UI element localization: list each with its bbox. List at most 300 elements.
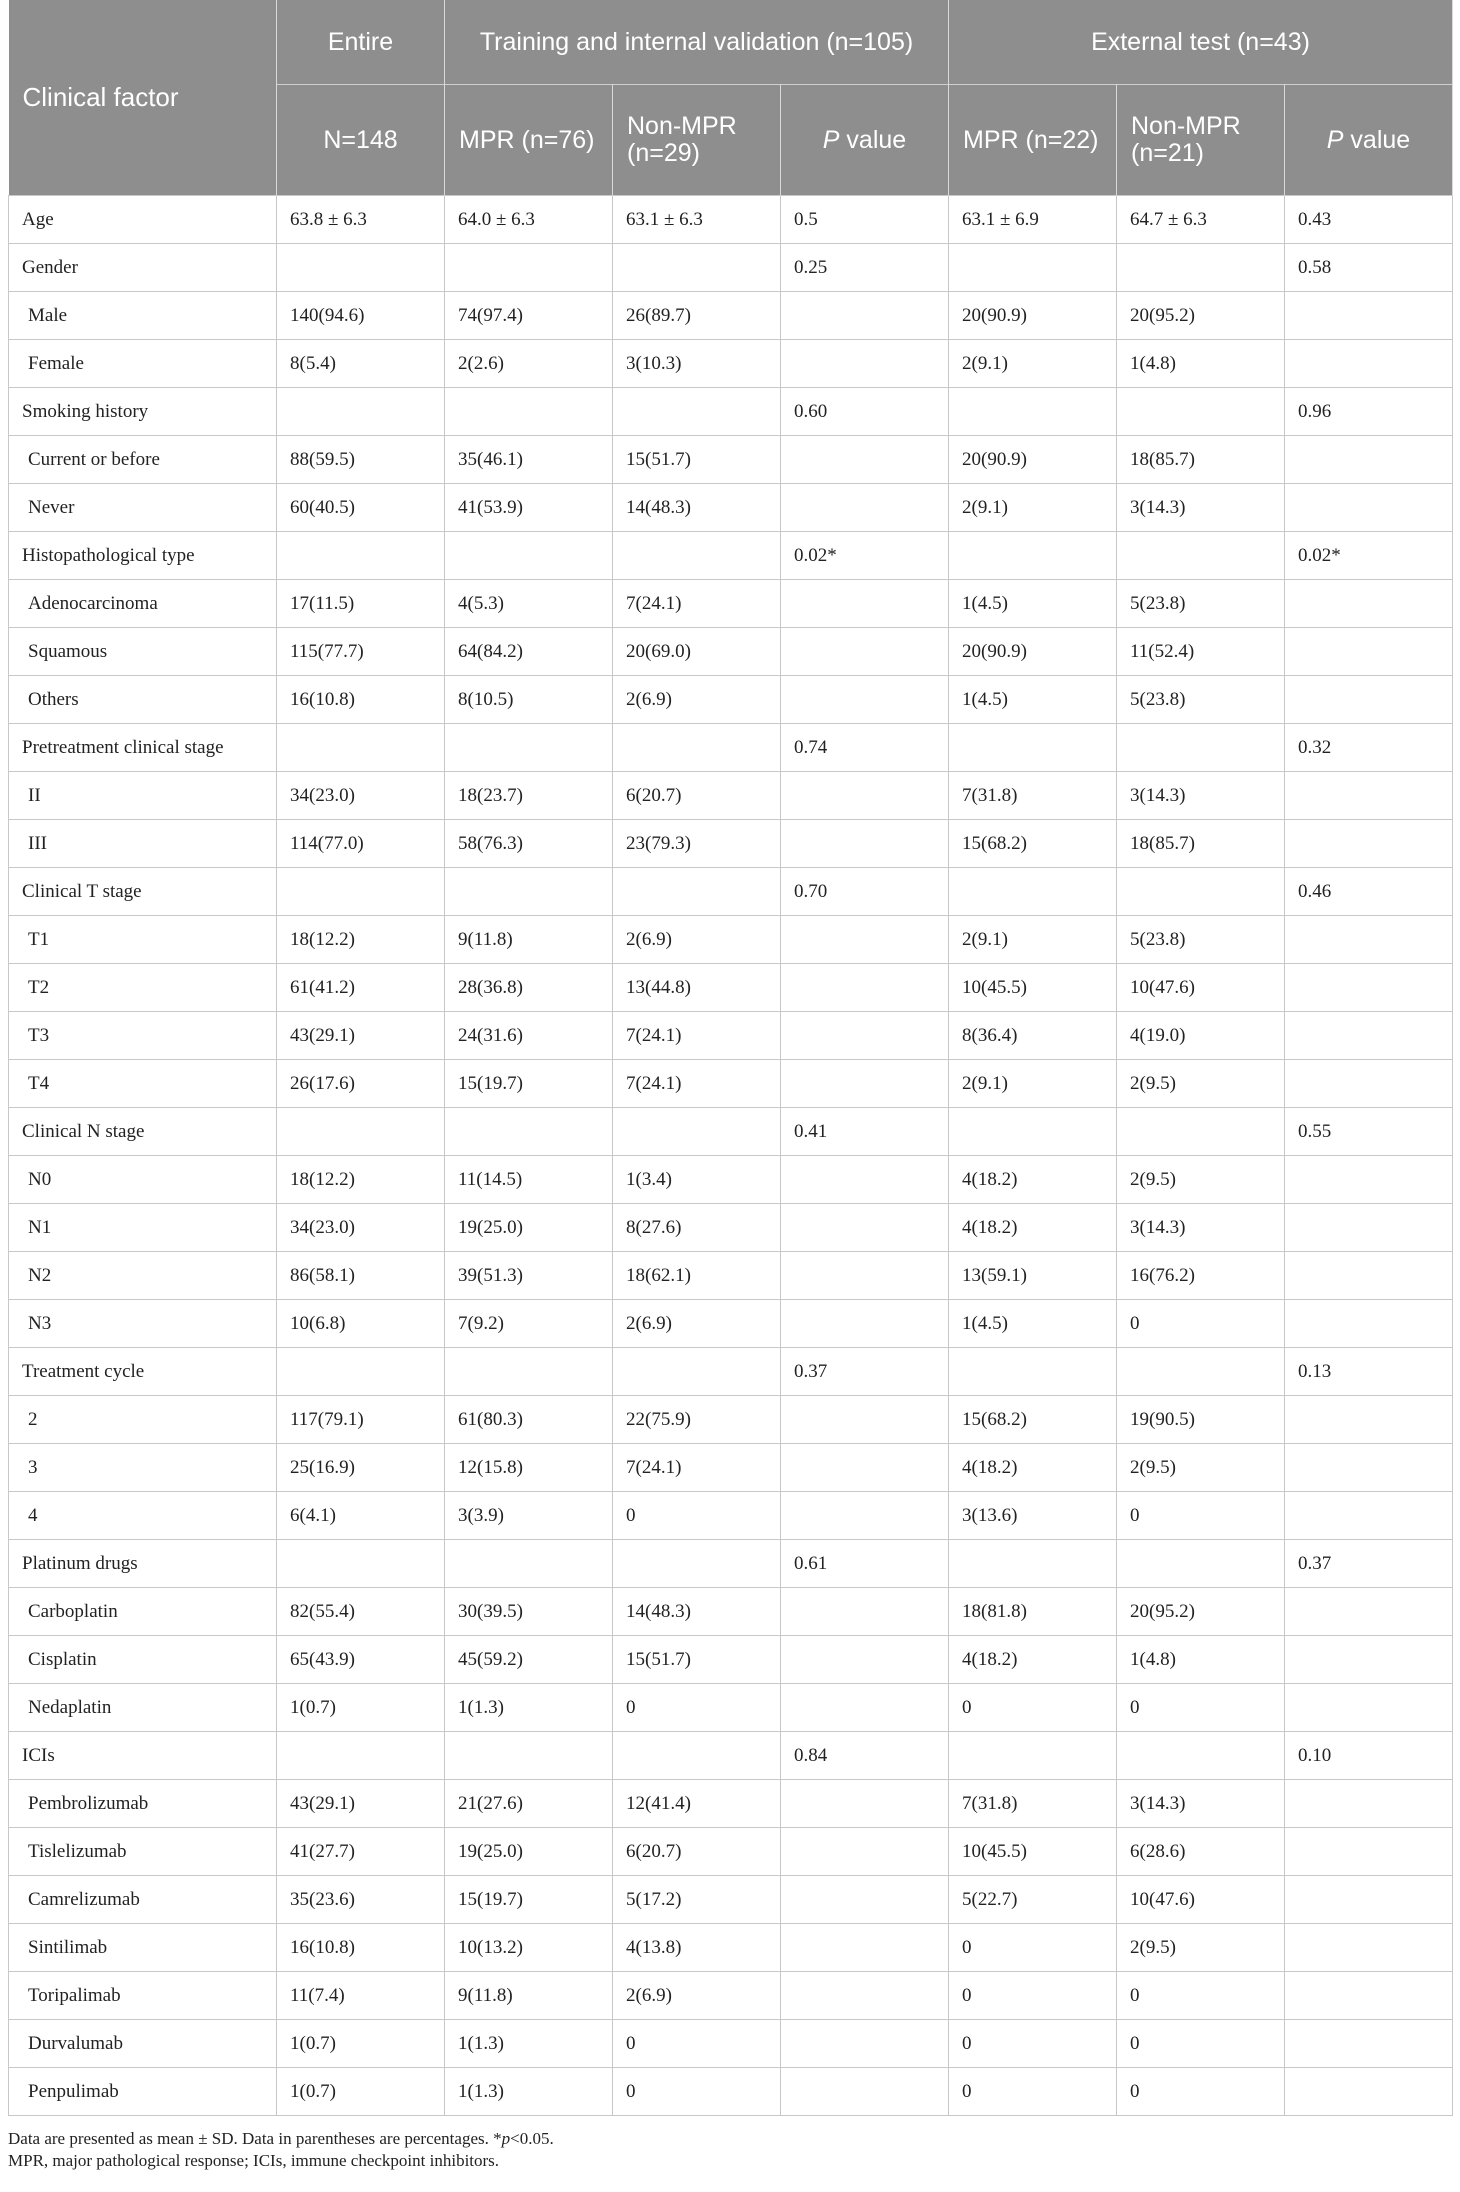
table-row — [9, 1396, 1453, 1444]
cell-train-nonmpr — [613, 1108, 781, 1156]
header-ext-mpr: MPR (n=22) — [949, 85, 1117, 196]
cell-entire — [277, 1732, 445, 1780]
cell-train-mpr: 2(2.6) — [445, 340, 613, 388]
cell-entire — [277, 388, 445, 436]
cell-entire: 18(12.2) — [277, 916, 445, 964]
cell-train-p: 0.74 — [781, 724, 949, 772]
cell-train-mpr — [445, 532, 613, 580]
cell-ext-mpr: 4(18.2) — [949, 1636, 1117, 1684]
cell-train-nonmpr: 6(20.7) — [613, 772, 781, 820]
cell-train-mpr: 9(11.8) — [445, 916, 613, 964]
cell-ext-mpr: 0 — [949, 1684, 1117, 1732]
cell-ext-mpr: 2(9.1) — [949, 916, 1117, 964]
cell-ext-mpr: 10(45.5) — [949, 1828, 1117, 1876]
row-label: Clinical N stage — [9, 1108, 277, 1156]
cell-ext-mpr: 20(90.9) — [949, 292, 1117, 340]
table-row — [9, 2020, 1453, 2068]
cell-ext-mpr: 20(90.9) — [949, 628, 1117, 676]
cell-train-p: 0.84 — [781, 1732, 949, 1780]
cell-ext-mpr: 63.1 ± 6.9 — [949, 196, 1117, 244]
cell-train-p — [781, 1012, 949, 1060]
table-row — [9, 916, 1453, 964]
cell-train-nonmpr: 2(6.9) — [613, 1972, 781, 2020]
cell-train-nonmpr — [613, 724, 781, 772]
cell-ext-nonmpr: 10(47.6) — [1117, 964, 1285, 1012]
cell-train-p — [781, 1636, 949, 1684]
row-label: Treatment cycle — [9, 1348, 277, 1396]
cell-train-mpr: 19(25.0) — [445, 1204, 613, 1252]
footnote-line-2: MPR, major pathological response; ICIs, immune checkpoint inhibitors. — [8, 2151, 500, 2170]
cell-ext-nonmpr: 18(85.7) — [1117, 820, 1285, 868]
cell-train-mpr: 12(15.8) — [445, 1444, 613, 1492]
cell-ext-mpr: 0 — [949, 1924, 1117, 1972]
row-label: Smoking history — [9, 388, 277, 436]
table-row — [9, 436, 1453, 484]
cell-entire: 34(23.0) — [277, 772, 445, 820]
cell-train-nonmpr: 3(10.3) — [613, 340, 781, 388]
cell-ext-p: 0.10 — [1285, 1732, 1453, 1780]
row-sublabel: Toripalimab — [9, 1972, 277, 2020]
cell-ext-mpr: 15(68.2) — [949, 820, 1117, 868]
cell-train-p — [781, 1588, 949, 1636]
cell-train-mpr: 58(76.3) — [445, 820, 613, 868]
cell-entire: 41(27.7) — [277, 1828, 445, 1876]
cell-entire: 82(55.4) — [277, 1588, 445, 1636]
cell-train-p — [781, 1876, 949, 1924]
cell-train-nonmpr: 8(27.6) — [613, 1204, 781, 1252]
row-label: Age — [9, 196, 277, 244]
cell-train-mpr: 19(25.0) — [445, 1828, 613, 1876]
table-row — [9, 1300, 1453, 1348]
table-row — [9, 196, 1453, 244]
table-row — [9, 292, 1453, 340]
cell-train-mpr — [445, 1732, 613, 1780]
cell-ext-nonmpr: 0 — [1117, 2068, 1285, 2116]
cell-train-nonmpr: 63.1 ± 6.3 — [613, 196, 781, 244]
cell-train-p — [781, 1780, 949, 1828]
row-sublabel: Camrelizumab — [9, 1876, 277, 1924]
cell-ext-p — [1285, 484, 1453, 532]
cell-ext-nonmpr — [1117, 1732, 1285, 1780]
cell-ext-mpr — [949, 1540, 1117, 1588]
footnote-threshold: <0.05. — [510, 2129, 554, 2148]
cell-entire: 43(29.1) — [277, 1780, 445, 1828]
cell-ext-p — [1285, 628, 1453, 676]
cell-train-p — [781, 436, 949, 484]
header-train-p-value — [781, 85, 949, 196]
cell-ext-nonmpr: 64.7 ± 6.3 — [1117, 196, 1285, 244]
cell-train-nonmpr: 20(69.0) — [613, 628, 781, 676]
table-row — [9, 388, 1453, 436]
cell-train-p — [781, 1444, 949, 1492]
row-sublabel: Sintilimab — [9, 1924, 277, 1972]
cell-train-mpr: 11(14.5) — [445, 1156, 613, 1204]
header-train-mpr: MPR (n=76) — [445, 85, 613, 196]
cell-entire: 35(23.6) — [277, 1876, 445, 1924]
cell-ext-mpr: 4(18.2) — [949, 1204, 1117, 1252]
cell-ext-p — [1285, 964, 1453, 1012]
clinical-characteristics-table — [8, 0, 1453, 2116]
row-sublabel: Never — [9, 484, 277, 532]
cell-ext-p — [1285, 1060, 1453, 1108]
cell-train-nonmpr: 4(13.8) — [613, 1924, 781, 1972]
cell-ext-nonmpr: 2(9.5) — [1117, 1060, 1285, 1108]
cell-ext-mpr: 0 — [949, 2068, 1117, 2116]
cell-ext-mpr: 13(59.1) — [949, 1252, 1117, 1300]
table-row — [9, 1972, 1453, 2020]
footnote-text: Data are presented as mean ± SD. Data in parentheses are percentages. * — [8, 2129, 502, 2148]
cell-entire: 61(41.2) — [277, 964, 445, 1012]
cell-ext-mpr: 1(4.5) — [949, 676, 1117, 724]
cell-ext-mpr: 7(31.8) — [949, 772, 1117, 820]
cell-entire — [277, 532, 445, 580]
cell-train-nonmpr: 2(6.9) — [613, 1300, 781, 1348]
cell-ext-mpr — [949, 532, 1117, 580]
cell-ext-nonmpr — [1117, 244, 1285, 292]
cell-train-mpr — [445, 1108, 613, 1156]
header-external-group: External test (n=43) — [949, 0, 1453, 85]
cell-entire: 17(11.5) — [277, 580, 445, 628]
cell-train-p — [781, 916, 949, 964]
cell-ext-p: 0.02* — [1285, 532, 1453, 580]
cell-entire: 117(79.1) — [277, 1396, 445, 1444]
cell-ext-nonmpr: 0 — [1117, 1684, 1285, 1732]
cell-ext-p: 0.96 — [1285, 388, 1453, 436]
cell-ext-p: 0.46 — [1285, 868, 1453, 916]
table-row — [9, 1636, 1453, 1684]
cell-entire — [277, 1540, 445, 1588]
cell-train-p — [781, 964, 949, 1012]
cell-train-mpr: 15(19.7) — [445, 1060, 613, 1108]
cell-ext-nonmpr: 5(23.8) — [1117, 676, 1285, 724]
cell-train-mpr: 9(11.8) — [445, 1972, 613, 2020]
cell-ext-mpr: 4(18.2) — [949, 1156, 1117, 1204]
table-row — [9, 628, 1453, 676]
table-row — [9, 868, 1453, 916]
cell-ext-nonmpr: 19(90.5) — [1117, 1396, 1285, 1444]
cell-entire: 25(16.9) — [277, 1444, 445, 1492]
table-row — [9, 1828, 1453, 1876]
cell-train-mpr: 1(1.3) — [445, 2020, 613, 2068]
cell-entire: 115(77.7) — [277, 628, 445, 676]
table-row — [9, 1780, 1453, 1828]
row-sublabel: Carboplatin — [9, 1588, 277, 1636]
cell-train-p — [781, 484, 949, 532]
cell-train-nonmpr: 2(6.9) — [613, 676, 781, 724]
row-label: Pretreatment clinical stage — [9, 724, 277, 772]
cell-train-mpr: 1(1.3) — [445, 2068, 613, 2116]
cell-train-p — [781, 820, 949, 868]
cell-train-nonmpr — [613, 1348, 781, 1396]
cell-ext-p — [1285, 1684, 1453, 1732]
header-clinical-factor: Clinical factor — [9, 0, 277, 196]
cell-train-mpr: 41(53.9) — [445, 484, 613, 532]
cell-train-nonmpr: 7(24.1) — [613, 1060, 781, 1108]
cell-ext-nonmpr: 1(4.8) — [1117, 340, 1285, 388]
cell-ext-nonmpr — [1117, 868, 1285, 916]
cell-train-p: 0.5 — [781, 196, 949, 244]
cell-train-p: 0.60 — [781, 388, 949, 436]
row-sublabel: Nedaplatin — [9, 1684, 277, 1732]
cell-ext-p — [1285, 1012, 1453, 1060]
cell-train-mpr: 64.0 ± 6.3 — [445, 196, 613, 244]
table-header — [9, 0, 1453, 196]
cell-train-mpr: 8(10.5) — [445, 676, 613, 724]
row-sublabel: Female — [9, 340, 277, 388]
cell-entire — [277, 868, 445, 916]
table-row — [9, 580, 1453, 628]
table-row — [9, 1924, 1453, 1972]
cell-train-mpr: 4(5.3) — [445, 580, 613, 628]
cell-entire: 11(7.4) — [277, 1972, 445, 2020]
cell-train-p — [781, 1252, 949, 1300]
cell-train-nonmpr: 0 — [613, 2020, 781, 2068]
row-sublabel: N0 — [9, 1156, 277, 1204]
cell-ext-nonmpr: 3(14.3) — [1117, 1780, 1285, 1828]
cell-ext-mpr: 0 — [949, 2020, 1117, 2068]
cell-train-p — [781, 1060, 949, 1108]
cell-ext-p — [1285, 1252, 1453, 1300]
cell-ext-nonmpr — [1117, 388, 1285, 436]
cell-ext-p: 0.37 — [1285, 1540, 1453, 1588]
cell-ext-nonmpr: 3(14.3) — [1117, 1204, 1285, 1252]
row-label: Histopathological type — [9, 532, 277, 580]
cell-train-nonmpr: 2(6.9) — [613, 916, 781, 964]
cell-train-nonmpr: 14(48.3) — [613, 484, 781, 532]
row-label: Gender — [9, 244, 277, 292]
table-row — [9, 772, 1453, 820]
cell-ext-mpr — [949, 244, 1117, 292]
cell-ext-nonmpr: 18(85.7) — [1117, 436, 1285, 484]
cell-train-p — [781, 1924, 949, 1972]
cell-ext-mpr: 5(22.7) — [949, 1876, 1117, 1924]
table-row — [9, 484, 1453, 532]
cell-ext-nonmpr: 6(28.6) — [1117, 1828, 1285, 1876]
cell-train-nonmpr: 14(48.3) — [613, 1588, 781, 1636]
cell-train-p — [781, 1156, 949, 1204]
row-sublabel: Tislelizumab — [9, 1828, 277, 1876]
cell-train-p — [781, 676, 949, 724]
cell-ext-p — [1285, 1444, 1453, 1492]
cell-train-nonmpr — [613, 244, 781, 292]
cell-ext-nonmpr — [1117, 724, 1285, 772]
table-row — [9, 2068, 1453, 2116]
cell-entire: 18(12.2) — [277, 1156, 445, 1204]
cell-train-nonmpr — [613, 532, 781, 580]
cell-train-p: 0.02* — [781, 532, 949, 580]
cell-ext-mpr — [949, 868, 1117, 916]
cell-ext-mpr: 1(4.5) — [949, 1300, 1117, 1348]
cell-ext-mpr: 2(9.1) — [949, 1060, 1117, 1108]
cell-ext-mpr: 1(4.5) — [949, 580, 1117, 628]
cell-train-p: 0.25 — [781, 244, 949, 292]
row-sublabel: T3 — [9, 1012, 277, 1060]
table-row — [9, 1012, 1453, 1060]
cell-ext-nonmpr: 10(47.6) — [1117, 1876, 1285, 1924]
row-sublabel: Male — [9, 292, 277, 340]
cell-entire: 65(43.9) — [277, 1636, 445, 1684]
cell-train-mpr — [445, 388, 613, 436]
cell-ext-p — [1285, 1300, 1453, 1348]
table-row — [9, 1348, 1453, 1396]
cell-train-nonmpr: 18(62.1) — [613, 1252, 781, 1300]
cell-ext-nonmpr: 5(23.8) — [1117, 580, 1285, 628]
cell-train-nonmpr — [613, 388, 781, 436]
cell-ext-p — [1285, 1492, 1453, 1540]
cell-entire — [277, 1108, 445, 1156]
cell-entire: 140(94.6) — [277, 292, 445, 340]
cell-entire: 8(5.4) — [277, 340, 445, 388]
p-italic: P — [822, 125, 840, 154]
cell-train-p — [781, 2068, 949, 2116]
row-sublabel: Others — [9, 676, 277, 724]
header-train-nonmpr: Non-MPR (n=29) — [613, 85, 781, 196]
cell-train-nonmpr: 1(3.4) — [613, 1156, 781, 1204]
cell-train-p — [781, 580, 949, 628]
table-row — [9, 820, 1453, 868]
cell-entire: 88(59.5) — [277, 436, 445, 484]
cell-entire: 63.8 ± 6.3 — [277, 196, 445, 244]
cell-train-mpr: 39(51.3) — [445, 1252, 613, 1300]
cell-train-mpr — [445, 1348, 613, 1396]
table-row — [9, 1876, 1453, 1924]
cell-train-mpr: 7(9.2) — [445, 1300, 613, 1348]
cell-ext-mpr: 7(31.8) — [949, 1780, 1117, 1828]
cell-ext-p — [1285, 340, 1453, 388]
cell-train-nonmpr: 7(24.1) — [613, 1444, 781, 1492]
cell-train-mpr: 24(31.6) — [445, 1012, 613, 1060]
cell-ext-p — [1285, 1876, 1453, 1924]
row-sublabel: Squamous — [9, 628, 277, 676]
cell-ext-p — [1285, 772, 1453, 820]
cell-ext-nonmpr: 0 — [1117, 1972, 1285, 2020]
cell-ext-p — [1285, 1636, 1453, 1684]
table-row — [9, 1732, 1453, 1780]
cell-train-nonmpr: 23(79.3) — [613, 820, 781, 868]
cell-ext-p — [1285, 1588, 1453, 1636]
cell-ext-mpr: 2(9.1) — [949, 484, 1117, 532]
cell-train-p — [781, 292, 949, 340]
cell-ext-nonmpr: 2(9.5) — [1117, 1156, 1285, 1204]
cell-train-p — [781, 628, 949, 676]
cell-ext-nonmpr: 20(95.2) — [1117, 292, 1285, 340]
cell-train-mpr: 21(27.6) — [445, 1780, 613, 1828]
cell-ext-p: 0.58 — [1285, 244, 1453, 292]
row-sublabel: Adenocarcinoma — [9, 580, 277, 628]
cell-ext-nonmpr: 3(14.3) — [1117, 772, 1285, 820]
table-row — [9, 340, 1453, 388]
cell-train-mpr: 61(80.3) — [445, 1396, 613, 1444]
cell-entire: 43(29.1) — [277, 1012, 445, 1060]
cell-ext-nonmpr: 1(4.8) — [1117, 1636, 1285, 1684]
cell-train-nonmpr: 5(17.2) — [613, 1876, 781, 1924]
cell-train-nonmpr: 0 — [613, 1492, 781, 1540]
cell-ext-p — [1285, 292, 1453, 340]
cell-ext-mpr: 8(36.4) — [949, 1012, 1117, 1060]
cell-train-nonmpr — [613, 1732, 781, 1780]
row-sublabel: 3 — [9, 1444, 277, 1492]
table-body — [9, 196, 1453, 2116]
cell-train-mpr: 3(3.9) — [445, 1492, 613, 1540]
row-sublabel: T1 — [9, 916, 277, 964]
cell-ext-mpr: 4(18.2) — [949, 1444, 1117, 1492]
cell-ext-nonmpr: 0 — [1117, 1300, 1285, 1348]
row-sublabel: II — [9, 772, 277, 820]
cell-ext-mpr — [949, 388, 1117, 436]
cell-ext-mpr — [949, 1732, 1117, 1780]
cell-ext-p: 0.55 — [1285, 1108, 1453, 1156]
cell-train-mpr — [445, 244, 613, 292]
row-sublabel: Penpulimab — [9, 2068, 277, 2116]
row-sublabel: N2 — [9, 1252, 277, 1300]
cell-entire: 1(0.7) — [277, 2068, 445, 2116]
header-ext-nonmpr: Non-MPR (n=21) — [1117, 85, 1285, 196]
cell-ext-p — [1285, 2068, 1453, 2116]
cell-train-p: 0.37 — [781, 1348, 949, 1396]
table-container — [8, 0, 1452, 2116]
cell-train-mpr — [445, 868, 613, 916]
cell-train-p — [781, 1204, 949, 1252]
cell-ext-p: 0.13 — [1285, 1348, 1453, 1396]
table-row — [9, 1540, 1453, 1588]
cell-train-p — [781, 1828, 949, 1876]
cell-entire: 6(4.1) — [277, 1492, 445, 1540]
table-row — [9, 1444, 1453, 1492]
cell-ext-mpr: 10(45.5) — [949, 964, 1117, 1012]
row-sublabel: 4 — [9, 1492, 277, 1540]
cell-ext-p — [1285, 1828, 1453, 1876]
cell-train-p: 0.41 — [781, 1108, 949, 1156]
table-row — [9, 532, 1453, 580]
cell-ext-p — [1285, 436, 1453, 484]
cell-ext-nonmpr: 11(52.4) — [1117, 628, 1285, 676]
cell-ext-p — [1285, 1156, 1453, 1204]
cell-train-nonmpr: 15(51.7) — [613, 1636, 781, 1684]
cell-train-mpr: 15(19.7) — [445, 1876, 613, 1924]
row-sublabel: N3 — [9, 1300, 277, 1348]
cell-train-p — [781, 772, 949, 820]
cell-entire: 16(10.8) — [277, 676, 445, 724]
cell-ext-mpr — [949, 1348, 1117, 1396]
cell-ext-p — [1285, 2020, 1453, 2068]
cell-train-nonmpr: 0 — [613, 1684, 781, 1732]
cell-ext-mpr — [949, 724, 1117, 772]
cell-ext-nonmpr: 0 — [1117, 2020, 1285, 2068]
cell-train-p — [781, 1492, 949, 1540]
cell-train-nonmpr: 7(24.1) — [613, 580, 781, 628]
cell-train-nonmpr: 0 — [613, 2068, 781, 2116]
cell-ext-mpr: 0 — [949, 1972, 1117, 2020]
cell-entire: 114(77.0) — [277, 820, 445, 868]
table-row — [9, 964, 1453, 1012]
cell-ext-p — [1285, 1396, 1453, 1444]
row-label: ICIs — [9, 1732, 277, 1780]
cell-entire — [277, 244, 445, 292]
cell-ext-nonmpr: 0 — [1117, 1492, 1285, 1540]
p-rest: value — [1343, 125, 1411, 154]
table-row — [9, 244, 1453, 292]
cell-ext-p — [1285, 1972, 1453, 2020]
cell-ext-nonmpr — [1117, 1108, 1285, 1156]
table-row — [9, 1684, 1453, 1732]
row-sublabel: Current or before — [9, 436, 277, 484]
cell-train-mpr: 45(59.2) — [445, 1636, 613, 1684]
cell-ext-p — [1285, 916, 1453, 964]
table-row — [9, 676, 1453, 724]
header-training-group: Training and internal validation (n=105) — [445, 0, 949, 85]
footnote-line-1 — [8, 2128, 1452, 2150]
cell-train-mpr: 1(1.3) — [445, 1684, 613, 1732]
